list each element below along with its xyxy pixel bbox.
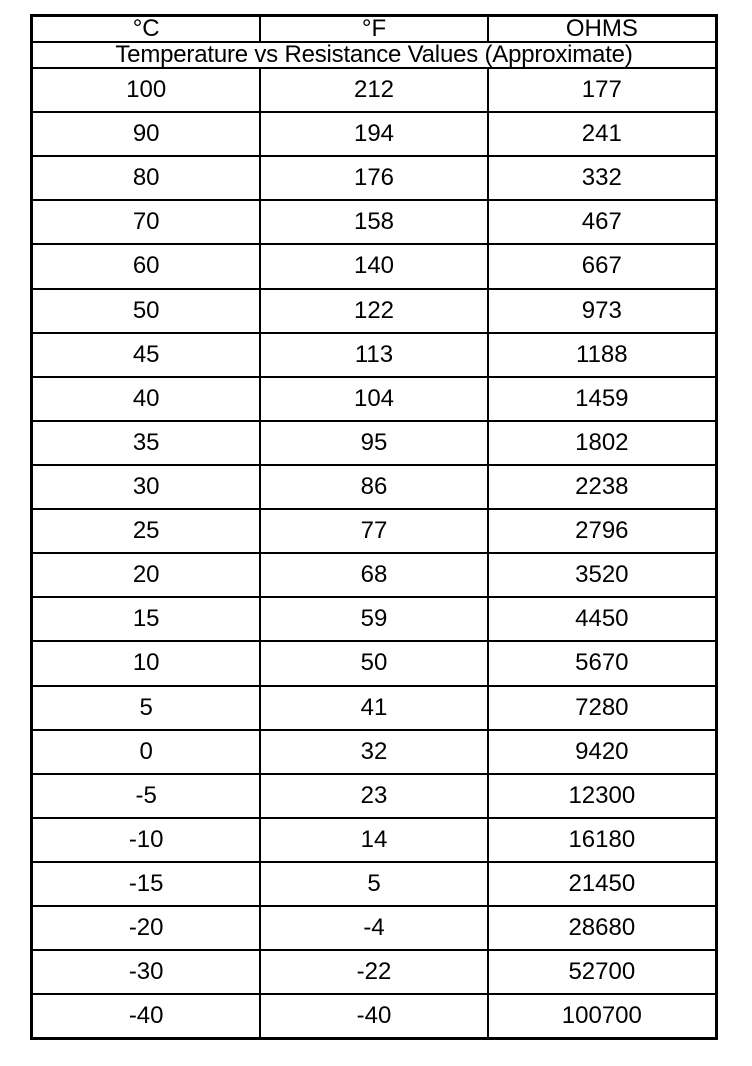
cell-ohms: 2238 [488, 465, 715, 509]
table-row [33, 862, 715, 906]
cell-fahrenheit: 113 [260, 333, 487, 377]
cell-ohms: 332 [488, 156, 715, 200]
cell-ohms: 12300 [488, 774, 715, 818]
cell-ohms: 28680 [488, 906, 715, 950]
table-row [33, 421, 715, 465]
cell-fahrenheit: 77 [260, 509, 487, 553]
cell-celsius: 35 [33, 421, 260, 465]
cell-celsius: -40 [33, 994, 260, 1037]
header-celsius: °C [33, 17, 260, 42]
cell-ohms: 3520 [488, 553, 715, 597]
cell-ohms: 1459 [488, 377, 715, 421]
cell-celsius: 5 [33, 686, 260, 730]
cell-fahrenheit: 194 [260, 112, 487, 156]
cell-celsius: -5 [33, 774, 260, 818]
table-row [33, 244, 715, 288]
cell-celsius: 25 [33, 509, 260, 553]
cell-celsius: 100 [33, 68, 260, 112]
cell-ohms: 467 [488, 200, 715, 244]
table-row [33, 597, 715, 641]
header-ohms: OHMS [488, 17, 715, 42]
cell-ohms: 100700 [488, 994, 715, 1037]
table-row [33, 465, 715, 509]
temperature-resistance-table-frame [30, 14, 718, 1040]
cell-celsius: -10 [33, 818, 260, 862]
cell-fahrenheit: 158 [260, 200, 487, 244]
cell-fahrenheit: -4 [260, 906, 487, 950]
table-row [33, 509, 715, 553]
cell-fahrenheit: -40 [260, 994, 487, 1037]
cell-ohms: 7280 [488, 686, 715, 730]
table-row [33, 200, 715, 244]
cell-ohms: 667 [488, 244, 715, 288]
temperature-resistance-table [33, 17, 715, 1037]
cell-ohms: 973 [488, 289, 715, 333]
cell-fahrenheit: 104 [260, 377, 487, 421]
table-row [33, 686, 715, 730]
table-row [33, 730, 715, 774]
table-body [33, 68, 715, 1037]
cell-fahrenheit: 59 [260, 597, 487, 641]
table-row [33, 289, 715, 333]
cell-ohms: 4450 [488, 597, 715, 641]
cell-ohms: 5670 [488, 641, 715, 685]
cell-celsius: 30 [33, 465, 260, 509]
caption-row [33, 42, 715, 68]
cell-fahrenheit: 86 [260, 465, 487, 509]
table-row [33, 818, 715, 862]
cell-fahrenheit: -22 [260, 950, 487, 994]
table-row [33, 950, 715, 994]
cell-ohms: 16180 [488, 818, 715, 862]
table-row [33, 994, 715, 1037]
cell-ohms: 52700 [488, 950, 715, 994]
table-row [33, 553, 715, 597]
table-row [33, 906, 715, 950]
cell-fahrenheit: 50 [260, 641, 487, 685]
cell-celsius: 40 [33, 377, 260, 421]
cell-ohms: 1188 [488, 333, 715, 377]
cell-celsius: -15 [33, 862, 260, 906]
table-row [33, 112, 715, 156]
cell-celsius: 80 [33, 156, 260, 200]
cell-fahrenheit: 95 [260, 421, 487, 465]
cell-celsius: 90 [33, 112, 260, 156]
cell-celsius: 45 [33, 333, 260, 377]
cell-fahrenheit: 41 [260, 686, 487, 730]
cell-celsius: 10 [33, 641, 260, 685]
cell-celsius: 15 [33, 597, 260, 641]
table-row [33, 774, 715, 818]
cell-celsius: 70 [33, 200, 260, 244]
table-row [33, 641, 715, 685]
table-row [33, 156, 715, 200]
header-fahrenheit: °F [260, 17, 487, 42]
table-row [33, 68, 715, 112]
cell-celsius: -30 [33, 950, 260, 994]
cell-fahrenheit: 68 [260, 553, 487, 597]
cell-ohms: 21450 [488, 862, 715, 906]
cell-fahrenheit: 32 [260, 730, 487, 774]
table-row [33, 333, 715, 377]
cell-fahrenheit: 23 [260, 774, 487, 818]
cell-fahrenheit: 14 [260, 818, 487, 862]
cell-celsius: 20 [33, 553, 260, 597]
cell-ohms: 9420 [488, 730, 715, 774]
cell-celsius: 50 [33, 289, 260, 333]
cell-celsius: 60 [33, 244, 260, 288]
cell-celsius: 0 [33, 730, 260, 774]
cell-ohms: 1802 [488, 421, 715, 465]
cell-ohms: 2796 [488, 509, 715, 553]
cell-ohms: 241 [488, 112, 715, 156]
header-row [33, 17, 715, 42]
cell-ohms: 177 [488, 68, 715, 112]
table-row [33, 377, 715, 421]
table-caption: Temperature vs Resistance Values (Approximate) [33, 42, 715, 68]
cell-fahrenheit: 122 [260, 289, 487, 333]
cell-fahrenheit: 212 [260, 68, 487, 112]
cell-fahrenheit: 5 [260, 862, 487, 906]
cell-fahrenheit: 140 [260, 244, 487, 288]
cell-celsius: -20 [33, 906, 260, 950]
cell-fahrenheit: 176 [260, 156, 487, 200]
